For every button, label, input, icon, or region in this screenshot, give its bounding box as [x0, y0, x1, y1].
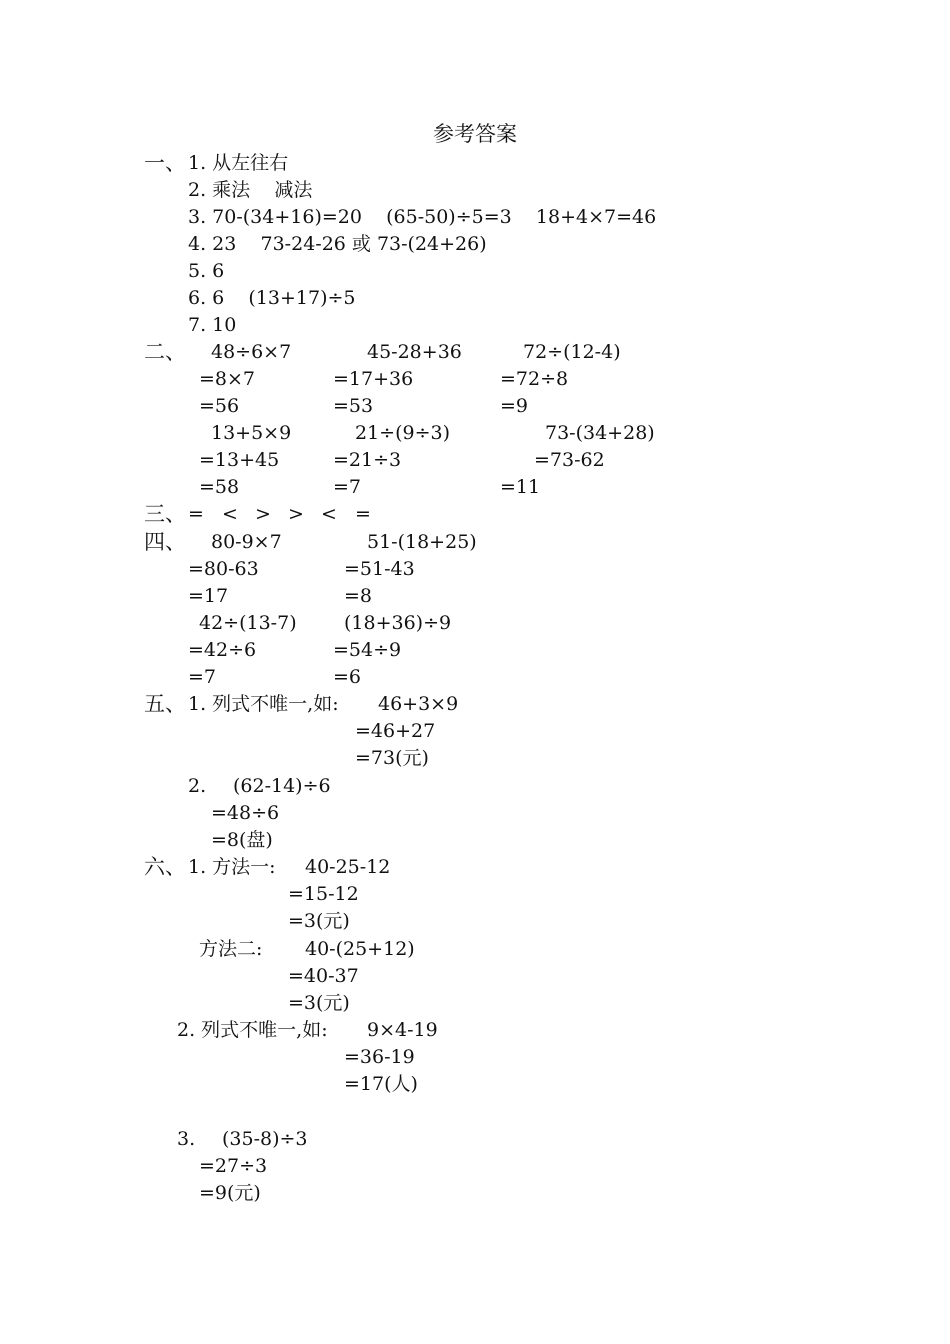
s6-q1b-prefix: 方法二: — [199, 938, 263, 960]
s6-q3-line: (35-8)÷3 — [222, 1128, 308, 1150]
s3-answer: > — [255, 503, 271, 525]
s2-cell: =8×7 — [199, 368, 256, 390]
section-1-label: 一、 — [144, 151, 186, 175]
s6-q3-prefix: 3. — [177, 1128, 196, 1150]
s3-answer: < — [321, 503, 337, 525]
s4-cell: =42÷6 — [188, 639, 257, 661]
s4-cell: =51-43 — [344, 558, 415, 580]
s2-cell: =53 — [333, 395, 374, 417]
s6-q1b-line: 40-(25+12) — [305, 938, 415, 960]
page-title: 参考答案 — [433, 122, 517, 146]
s6-q2-line: =17(人) — [344, 1073, 418, 1095]
s4-cell: 51-(18+25) — [367, 531, 477, 553]
s2-cell: =11 — [500, 476, 541, 498]
s4-cell: =6 — [333, 666, 362, 688]
section-3-label: 三、 — [144, 502, 186, 526]
s6-q1-prefix: 1. 方法一: — [188, 856, 276, 878]
s2-cell: 72÷(12-4) — [523, 341, 621, 363]
s6-q3-line: =9(元) — [199, 1182, 261, 1204]
s5-q1-line: 46+3×9 — [378, 693, 459, 715]
s1-item-5: 5. 6 — [188, 260, 225, 282]
s2-cell: 13+5×9 — [211, 422, 292, 444]
section-2-label: 二、 — [144, 340, 186, 364]
s2-cell: =56 — [199, 395, 240, 417]
s6-q2-line: 9×4-19 — [367, 1019, 438, 1041]
s2-cell: =73-62 — [534, 449, 605, 471]
s4-cell: =80-63 — [188, 558, 259, 580]
s6-q3-line: =27÷3 — [199, 1155, 268, 1177]
s2-cell: =17+36 — [333, 368, 414, 390]
s4-cell: =17 — [188, 585, 229, 607]
s3-answer: > — [288, 503, 304, 525]
s1-item-7: 7. 10 — [188, 314, 237, 336]
s4-cell: =8 — [344, 585, 373, 607]
s6-q2-prefix: 2. 列式不唯一,如: — [177, 1019, 328, 1041]
section-5-label: 五、 — [144, 692, 186, 716]
s6-q1-line: =3(元) — [288, 910, 350, 932]
s2-cell: 73-(34+28) — [545, 422, 655, 444]
s5-q2-line: (62-14)÷6 — [233, 775, 331, 797]
s2-cell: =58 — [199, 476, 240, 498]
s6-q1-line: 40-25-12 — [305, 856, 391, 878]
s3-answer: = — [188, 503, 204, 525]
s3-answer: < — [222, 503, 238, 525]
s2-cell: 48÷6×7 — [211, 341, 292, 363]
s2-cell: =13+45 — [199, 449, 280, 471]
s5-q1-prefix: 1. 列式不唯一,如: — [188, 693, 339, 715]
s5-q2-line: =48÷6 — [211, 802, 280, 824]
s6-q1b-line: =3(元) — [288, 992, 350, 1014]
s6-q1-line: =15-12 — [288, 883, 359, 905]
s5-q2-prefix: 2. — [188, 775, 207, 797]
s1-item-4: 4. 23 73-24-26 或 73-(24+26) — [188, 233, 487, 255]
s2-cell: 21÷(9÷3) — [355, 422, 451, 444]
s2-cell: 45-28+36 — [367, 341, 462, 363]
s5-q2-line: =8(盘) — [211, 829, 273, 851]
section-4-label: 四、 — [144, 530, 186, 554]
s4-cell: =54÷9 — [333, 639, 402, 661]
s2-cell: =9 — [500, 395, 529, 417]
s1-item-2: 2. 乘法 减法 — [188, 179, 313, 201]
s5-q1-line: =73(元) — [355, 747, 429, 769]
s1-item-6: 6. 6 (13+17)÷5 — [188, 287, 356, 309]
s1-item-3: 3. 70-(34+16)=20 (65-50)÷5=3 18+4×7=46 — [188, 206, 657, 228]
s5-q1-line: =46+27 — [355, 720, 436, 742]
s4-cell: (18+36)÷9 — [344, 612, 452, 634]
s4-cell: 42÷(13-7) — [199, 612, 297, 634]
s2-cell: =72÷8 — [500, 368, 569, 390]
section-6-label: 六、 — [144, 855, 186, 879]
s3-answer: = — [355, 503, 371, 525]
s4-cell: =7 — [188, 666, 217, 688]
s1-item-1: 1. 从左往右 — [188, 152, 289, 174]
s2-cell: =21÷3 — [333, 449, 402, 471]
s4-cell: 80-9×7 — [211, 531, 282, 553]
s6-q1b-line: =40-37 — [288, 965, 359, 987]
s6-q2-line: =36-19 — [344, 1046, 415, 1068]
s2-cell: =7 — [333, 476, 362, 498]
